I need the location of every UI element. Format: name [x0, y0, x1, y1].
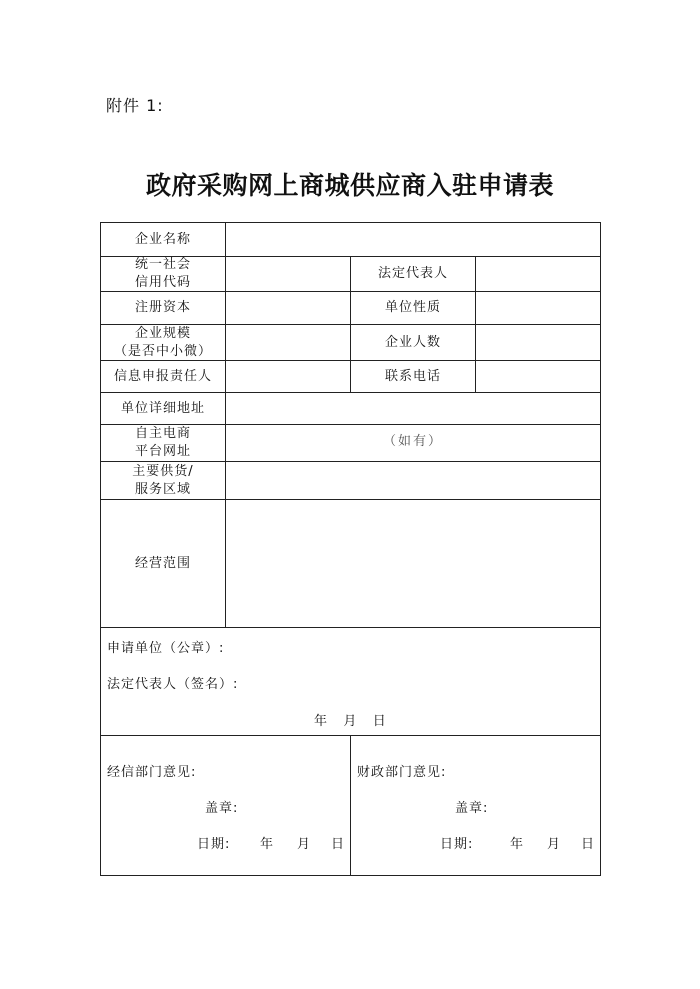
reporter-field[interactable]	[226, 361, 350, 392]
application-form	[100, 222, 601, 876]
address-field[interactable]	[226, 393, 600, 424]
reporter-label: 信息申报责任人	[113, 368, 212, 384]
scale-label-line1: 企业规模	[134, 325, 191, 341]
econ-dept-date-day: 日	[331, 837, 346, 852]
finance-dept-date-day: 日	[581, 837, 596, 852]
scale-field[interactable]	[226, 325, 350, 360]
supply-area-label	[101, 462, 225, 499]
business-scope-field[interactable]	[226, 500, 600, 627]
finance-dept-opinion-title: 财政部门意见:	[357, 765, 447, 780]
address-label: 单位详细地址	[120, 400, 205, 416]
signature-date-label: 年 月 日	[314, 714, 387, 729]
applicant-unit-label: 申请单位（公章）:	[107, 641, 225, 656]
unit-nature-label: 单位性质	[384, 300, 441, 315]
finance-dept-date-label: 日期:	[440, 837, 474, 852]
page-title: 政府采购网上商城供应商入驻申请表	[145, 171, 554, 200]
econ-dept-date-month: 月	[297, 837, 312, 852]
ecommerce-label-line2: 平台网址	[134, 444, 191, 459]
employee-count-label: 企业人数	[384, 334, 441, 350]
column-divider	[350, 735, 351, 875]
econ-dept-date-year: 年	[260, 837, 275, 852]
scale-label-line2: （是否中小微）	[113, 343, 212, 359]
supply-area-label-line2: 服务区域	[134, 481, 191, 497]
scale-label	[101, 325, 225, 360]
registered-capital-field[interactable]	[226, 292, 350, 324]
credit-code-field[interactable]	[226, 257, 350, 291]
attachment-label: 附件 1:	[106, 96, 164, 115]
finance-dept-date-month: 月	[547, 837, 562, 852]
legal-rep-field[interactable]	[476, 257, 600, 291]
ecommerce-label	[101, 425, 225, 461]
phone-field[interactable]	[476, 361, 600, 392]
econ-dept-date-label: 日期:	[197, 837, 231, 852]
company-name-field[interactable]	[226, 223, 600, 256]
credit-code-label	[101, 257, 225, 291]
econ-dept-opinion-title: 经信部门意见:	[107, 765, 197, 780]
ecommerce-field[interactable]	[226, 425, 600, 461]
credit-code-label-line1: 统一社会	[134, 257, 191, 272]
employee-count-field[interactable]	[476, 325, 600, 360]
credit-code-label-line2: 信用代码	[134, 275, 191, 290]
supply-area-label-line1: 主要供货/	[132, 463, 194, 479]
phone-label: 联系电话	[384, 368, 441, 384]
finance-dept-seal-label: 盖章:	[455, 801, 489, 816]
legal-rep-sign-label: 法定代表人（签名）:	[107, 677, 239, 692]
unit-nature-field[interactable]	[476, 292, 600, 324]
econ-dept-seal-label: 盖章:	[205, 801, 239, 816]
registered-capital-label: 注册资本	[134, 300, 191, 315]
ecommerce-note: （如有）	[382, 434, 443, 449]
ecommerce-label-line1: 自主电商	[134, 426, 191, 441]
business-scope-label: 经营范围	[134, 555, 191, 571]
finance-dept-date-year: 年	[510, 837, 525, 852]
row-divider	[101, 627, 600, 628]
company-name-label: 企业名称	[134, 231, 191, 247]
supply-area-field[interactable]	[226, 462, 600, 499]
legal-rep-label: 法定代表人	[377, 266, 448, 281]
